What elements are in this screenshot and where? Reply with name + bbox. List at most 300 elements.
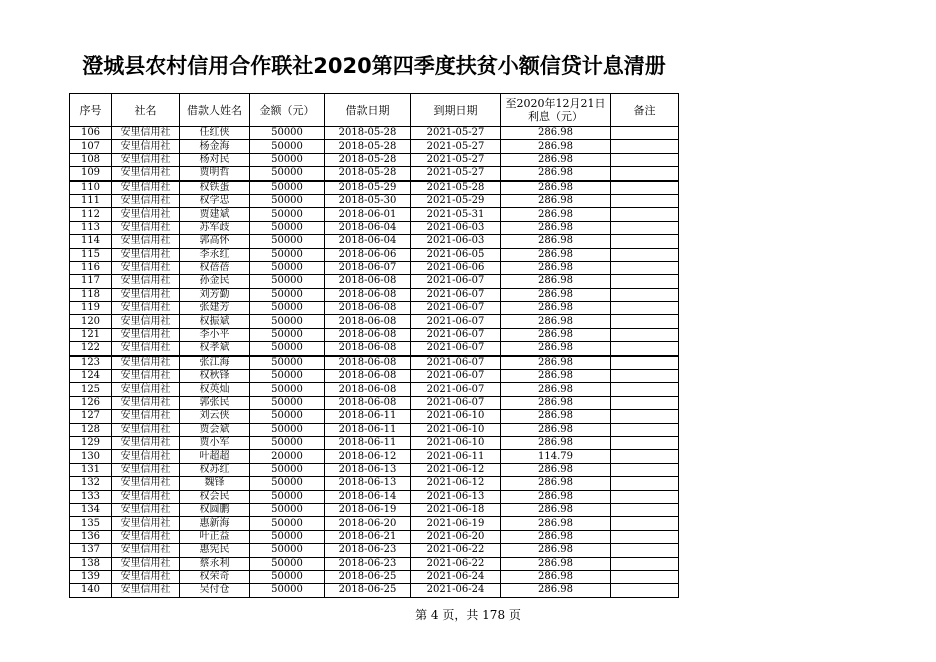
cell-loan-date: 2018-06-07 — [325, 261, 411, 274]
cell-amount: 50000 — [250, 140, 325, 153]
cell-loan-date: 2018-06-19 — [325, 503, 411, 516]
cell-amount: 50000 — [250, 410, 325, 423]
cell-loan-date: 2018-05-28 — [325, 140, 411, 153]
cell-borrower: 权荣奇 — [180, 570, 250, 583]
cell-agency: 安里信用社 — [112, 436, 180, 449]
table-row — [70, 261, 679, 274]
cell-remark — [611, 342, 679, 356]
table-row — [70, 302, 679, 315]
cell-due-date: 2021-06-10 — [411, 436, 501, 449]
cell-loan-date: 2018-06-13 — [325, 463, 411, 476]
cell-amount: 50000 — [250, 503, 325, 516]
table-header-row — [70, 94, 679, 127]
cell-interest: 286.98 — [501, 328, 611, 341]
cell-interest: 286.98 — [501, 490, 611, 503]
cell-seq: 131 — [70, 463, 112, 476]
table-row — [70, 315, 679, 328]
cell-remark — [611, 275, 679, 288]
cell-interest: 286.98 — [501, 503, 611, 516]
cell-amount: 50000 — [250, 356, 325, 370]
cell-interest: 286.98 — [501, 477, 611, 490]
table-row — [70, 356, 679, 370]
cell-agency: 安里信用社 — [112, 153, 180, 166]
cell-loan-date: 2018-06-11 — [325, 436, 411, 449]
cell-interest: 286.98 — [501, 140, 611, 153]
cell-loan-date: 2018-05-28 — [325, 127, 411, 140]
table-row — [70, 396, 679, 409]
table-row — [70, 450, 679, 463]
cell-remark — [611, 208, 679, 221]
cell-interest: 286.98 — [501, 248, 611, 261]
cell-agency: 安里信用社 — [112, 423, 180, 436]
cell-remark — [611, 436, 679, 449]
cell-remark — [611, 235, 679, 248]
cell-due-date: 2021-06-07 — [411, 342, 501, 356]
cell-seq: 139 — [70, 570, 112, 583]
cell-due-date: 2021-06-18 — [411, 503, 501, 516]
cell-borrower: 权学忠 — [180, 194, 250, 207]
table-row — [70, 436, 679, 449]
cell-borrower: 杨金海 — [180, 140, 250, 153]
cell-agency: 安里信用社 — [112, 477, 180, 490]
cell-loan-date: 2018-05-28 — [325, 167, 411, 181]
header-loan-date: 借款日期 — [325, 94, 411, 127]
table-row — [70, 517, 679, 530]
cell-seq: 116 — [70, 261, 112, 274]
cell-seq: 120 — [70, 315, 112, 328]
cell-agency: 安里信用社 — [112, 342, 180, 356]
cell-loan-date: 2018-06-08 — [325, 342, 411, 356]
cell-amount: 50000 — [250, 127, 325, 140]
cell-agency: 安里信用社 — [112, 530, 180, 543]
cell-seq: 138 — [70, 557, 112, 570]
cell-agency: 安里信用社 — [112, 127, 180, 140]
cell-agency: 安里信用社 — [112, 302, 180, 315]
cell-borrower: 叶超超 — [180, 450, 250, 463]
cell-amount: 50000 — [250, 383, 325, 396]
header-interest: 至2020年12月21日利息（元） — [501, 94, 611, 127]
cell-seq: 132 — [70, 477, 112, 490]
cell-remark — [611, 221, 679, 234]
cell-due-date: 2021-06-05 — [411, 248, 501, 261]
cell-loan-date: 2018-06-08 — [325, 315, 411, 328]
cell-seq: 122 — [70, 342, 112, 356]
cell-borrower: 权圆鹏 — [180, 503, 250, 516]
cell-remark — [611, 328, 679, 341]
document-title: 澄城县农村信用合作联社2020第四季度扶贫小额信贷计息清册 — [82, 54, 666, 78]
cell-seq: 137 — [70, 544, 112, 557]
cell-agency: 安里信用社 — [112, 517, 180, 530]
cell-loan-date: 2018-05-29 — [325, 181, 411, 195]
cell-remark — [611, 370, 679, 383]
cell-amount: 20000 — [250, 450, 325, 463]
cell-borrower: 刘云侠 — [180, 410, 250, 423]
header-borrower: 借款人姓名 — [180, 94, 250, 127]
cell-remark — [611, 127, 679, 140]
cell-seq: 130 — [70, 450, 112, 463]
cell-amount: 50000 — [250, 490, 325, 503]
cell-agency: 安里信用社 — [112, 315, 180, 328]
cell-amount: 50000 — [250, 584, 325, 597]
header-seq: 序号 — [70, 94, 112, 127]
cell-remark — [611, 356, 679, 370]
cell-seq: 135 — [70, 517, 112, 530]
cell-loan-date: 2018-06-21 — [325, 530, 411, 543]
cell-due-date: 2021-06-07 — [411, 396, 501, 409]
table-row — [70, 383, 679, 396]
cell-seq: 110 — [70, 181, 112, 195]
cell-seq: 119 — [70, 302, 112, 315]
cell-agency: 安里信用社 — [112, 544, 180, 557]
cell-remark — [611, 383, 679, 396]
cell-amount: 50000 — [250, 302, 325, 315]
cell-amount: 50000 — [250, 167, 325, 181]
cell-borrower: 刘芳勤 — [180, 288, 250, 301]
cell-loan-date: 2018-06-08 — [325, 396, 411, 409]
table-row — [70, 127, 679, 140]
cell-due-date: 2021-06-07 — [411, 370, 501, 383]
cell-interest: 286.98 — [501, 167, 611, 181]
header-remark: 备注 — [611, 94, 679, 127]
cell-loan-date: 2018-06-20 — [325, 517, 411, 530]
cell-amount: 50000 — [250, 315, 325, 328]
cell-borrower: 权孝斌 — [180, 342, 250, 356]
cell-borrower: 张江海 — [180, 356, 250, 370]
table-row — [70, 557, 679, 570]
cell-due-date: 2021-06-19 — [411, 517, 501, 530]
cell-borrower: 贾明哲 — [180, 167, 250, 181]
cell-borrower: 权蓓蓓 — [180, 261, 250, 274]
cell-due-date: 2021-06-13 — [411, 490, 501, 503]
cell-remark — [611, 153, 679, 166]
cell-due-date: 2021-05-29 — [411, 194, 501, 207]
cell-agency: 安里信用社 — [112, 140, 180, 153]
table-row — [70, 530, 679, 543]
cell-seq: 134 — [70, 503, 112, 516]
cell-due-date: 2021-05-27 — [411, 140, 501, 153]
cell-interest: 286.98 — [501, 370, 611, 383]
table-row — [70, 503, 679, 516]
cell-interest: 286.98 — [501, 356, 611, 370]
cell-interest: 286.98 — [501, 544, 611, 557]
cell-agency: 安里信用社 — [112, 288, 180, 301]
cell-amount: 50000 — [250, 530, 325, 543]
cell-due-date: 2021-06-24 — [411, 570, 501, 583]
cell-remark — [611, 261, 679, 274]
cell-agency: 安里信用社 — [112, 194, 180, 207]
cell-interest: 286.98 — [501, 517, 611, 530]
cell-remark — [611, 194, 679, 207]
cell-due-date: 2021-06-20 — [411, 530, 501, 543]
table-row — [70, 221, 679, 234]
page-footer: 第 4 页，共 178 页 — [415, 608, 521, 622]
cell-remark — [611, 167, 679, 181]
table-row — [70, 235, 679, 248]
cell-loan-date: 2018-06-14 — [325, 490, 411, 503]
cell-agency: 安里信用社 — [112, 396, 180, 409]
cell-interest: 286.98 — [501, 530, 611, 543]
cell-borrower: 权铁蛋 — [180, 181, 250, 195]
cell-agency: 安里信用社 — [112, 328, 180, 341]
cell-seq: 123 — [70, 356, 112, 370]
cell-due-date: 2021-05-28 — [411, 181, 501, 195]
cell-interest: 286.98 — [501, 181, 611, 195]
cell-due-date: 2021-06-10 — [411, 410, 501, 423]
cell-borrower: 权秋锋 — [180, 370, 250, 383]
table-row — [70, 342, 679, 356]
cell-due-date: 2021-06-07 — [411, 315, 501, 328]
cell-loan-date: 2018-06-23 — [325, 544, 411, 557]
table-row — [70, 194, 679, 207]
cell-interest: 114.79 — [501, 450, 611, 463]
cell-interest: 286.98 — [501, 342, 611, 356]
cell-agency: 安里信用社 — [112, 584, 180, 597]
cell-due-date: 2021-05-27 — [411, 153, 501, 166]
cell-seq: 109 — [70, 167, 112, 181]
cell-due-date: 2021-06-11 — [411, 450, 501, 463]
cell-seq: 118 — [70, 288, 112, 301]
cell-borrower: 惠宪民 — [180, 544, 250, 557]
cell-borrower: 苏军歧 — [180, 221, 250, 234]
cell-amount: 50000 — [250, 194, 325, 207]
cell-due-date: 2021-06-12 — [411, 477, 501, 490]
table-row — [70, 167, 679, 181]
cell-amount: 50000 — [250, 517, 325, 530]
cell-interest: 286.98 — [501, 584, 611, 597]
cell-agency: 安里信用社 — [112, 235, 180, 248]
cell-seq: 111 — [70, 194, 112, 207]
cell-seq: 121 — [70, 328, 112, 341]
cell-seq: 136 — [70, 530, 112, 543]
cell-borrower: 权会民 — [180, 490, 250, 503]
cell-loan-date: 2018-06-08 — [325, 288, 411, 301]
cell-loan-date: 2018-06-06 — [325, 248, 411, 261]
cell-interest: 286.98 — [501, 436, 611, 449]
cell-borrower: 杨对民 — [180, 153, 250, 166]
cell-loan-date: 2018-06-13 — [325, 477, 411, 490]
cell-remark — [611, 410, 679, 423]
table-row — [70, 288, 679, 301]
cell-remark — [611, 288, 679, 301]
cell-due-date: 2021-06-10 — [411, 423, 501, 436]
cell-loan-date: 2018-06-08 — [325, 275, 411, 288]
cell-loan-date: 2018-06-04 — [325, 221, 411, 234]
cell-interest: 286.98 — [501, 383, 611, 396]
cell-agency: 安里信用社 — [112, 410, 180, 423]
table-row — [70, 275, 679, 288]
cell-amount: 50000 — [250, 557, 325, 570]
cell-loan-date: 2018-06-12 — [325, 450, 411, 463]
cell-seq: 126 — [70, 396, 112, 409]
cell-agency: 安里信用社 — [112, 167, 180, 181]
cell-remark — [611, 248, 679, 261]
cell-due-date: 2021-06-24 — [411, 584, 501, 597]
cell-interest: 286.98 — [501, 315, 611, 328]
cell-interest: 286.98 — [501, 194, 611, 207]
cell-due-date: 2021-05-27 — [411, 167, 501, 181]
cell-agency: 安里信用社 — [112, 450, 180, 463]
cell-borrower: 李永红 — [180, 248, 250, 261]
header-agency: 社名 — [112, 94, 180, 127]
cell-seq: 108 — [70, 153, 112, 166]
table-row — [70, 584, 679, 597]
table-row — [70, 153, 679, 166]
cell-loan-date: 2018-06-25 — [325, 584, 411, 597]
cell-remark — [611, 584, 679, 597]
cell-due-date: 2021-05-27 — [411, 127, 501, 140]
cell-agency: 安里信用社 — [112, 557, 180, 570]
cell-amount: 50000 — [250, 423, 325, 436]
cell-due-date: 2021-05-31 — [411, 208, 501, 221]
cell-agency: 安里信用社 — [112, 181, 180, 195]
cell-due-date: 2021-06-07 — [411, 288, 501, 301]
table-row — [70, 463, 679, 476]
table-row — [70, 208, 679, 221]
cell-due-date: 2021-06-07 — [411, 383, 501, 396]
cell-agency: 安里信用社 — [112, 503, 180, 516]
cell-borrower: 孙金民 — [180, 275, 250, 288]
cell-remark — [611, 477, 679, 490]
cell-seq: 112 — [70, 208, 112, 221]
cell-interest: 286.98 — [501, 275, 611, 288]
cell-seq: 133 — [70, 490, 112, 503]
cell-amount: 50000 — [250, 436, 325, 449]
table-row — [70, 477, 679, 490]
table-row — [70, 490, 679, 503]
cell-interest: 286.98 — [501, 235, 611, 248]
cell-remark — [611, 140, 679, 153]
cell-interest: 286.98 — [501, 570, 611, 583]
cell-agency: 安里信用社 — [112, 490, 180, 503]
cell-loan-date: 2018-06-08 — [325, 383, 411, 396]
cell-due-date: 2021-06-07 — [411, 275, 501, 288]
cell-remark — [611, 450, 679, 463]
cell-borrower: 蔡永利 — [180, 557, 250, 570]
cell-borrower: 张建芳 — [180, 302, 250, 315]
cell-agency: 安里信用社 — [112, 275, 180, 288]
cell-seq: 107 — [70, 140, 112, 153]
cell-interest: 286.98 — [501, 557, 611, 570]
cell-loan-date: 2018-06-11 — [325, 410, 411, 423]
cell-amount: 50000 — [250, 342, 325, 356]
cell-remark — [611, 544, 679, 557]
cell-borrower: 李小平 — [180, 328, 250, 341]
cell-amount: 50000 — [250, 477, 325, 490]
cell-loan-date: 2018-06-04 — [325, 235, 411, 248]
cell-agency: 安里信用社 — [112, 248, 180, 261]
table-row — [70, 140, 679, 153]
cell-due-date: 2021-06-22 — [411, 557, 501, 570]
cell-amount: 50000 — [250, 181, 325, 195]
cell-loan-date: 2018-06-08 — [325, 370, 411, 383]
cell-interest: 286.98 — [501, 463, 611, 476]
table-row — [70, 544, 679, 557]
cell-amount: 50000 — [250, 328, 325, 341]
cell-remark — [611, 557, 679, 570]
cell-loan-date: 2018-06-08 — [325, 356, 411, 370]
cell-remark — [611, 396, 679, 409]
cell-amount: 50000 — [250, 463, 325, 476]
cell-due-date: 2021-06-07 — [411, 302, 501, 315]
cell-loan-date: 2018-06-01 — [325, 208, 411, 221]
cell-seq: 128 — [70, 423, 112, 436]
cell-agency: 安里信用社 — [112, 356, 180, 370]
cell-loan-date: 2018-06-23 — [325, 557, 411, 570]
cell-borrower: 贾建斌 — [180, 208, 250, 221]
cell-amount: 50000 — [250, 248, 325, 261]
cell-interest: 286.98 — [501, 153, 611, 166]
cell-agency: 安里信用社 — [112, 370, 180, 383]
cell-agency: 安里信用社 — [112, 221, 180, 234]
cell-remark — [611, 423, 679, 436]
cell-amount: 50000 — [250, 288, 325, 301]
cell-seq: 129 — [70, 436, 112, 449]
cell-borrower: 权英灿 — [180, 383, 250, 396]
cell-remark — [611, 302, 679, 315]
cell-interest: 286.98 — [501, 208, 611, 221]
cell-borrower: 吴付仓 — [180, 584, 250, 597]
cell-interest: 286.98 — [501, 410, 611, 423]
table-row — [70, 410, 679, 423]
cell-due-date: 2021-06-03 — [411, 221, 501, 234]
cell-amount: 50000 — [250, 235, 325, 248]
cell-interest: 286.98 — [501, 127, 611, 140]
cell-remark — [611, 503, 679, 516]
cell-loan-date: 2018-05-30 — [325, 194, 411, 207]
cell-remark — [611, 181, 679, 195]
cell-amount: 50000 — [250, 221, 325, 234]
cell-interest: 286.98 — [501, 302, 611, 315]
header-due-date: 到期日期 — [411, 94, 501, 127]
cell-seq: 117 — [70, 275, 112, 288]
cell-seq: 113 — [70, 221, 112, 234]
cell-remark — [611, 517, 679, 530]
cell-borrower: 贾会斌 — [180, 423, 250, 436]
table-row — [70, 248, 679, 261]
cell-remark — [611, 315, 679, 328]
cell-loan-date: 2018-06-25 — [325, 570, 411, 583]
cell-loan-date: 2018-06-08 — [325, 328, 411, 341]
cell-borrower: 叶正益 — [180, 530, 250, 543]
table-row — [70, 370, 679, 383]
table-row — [70, 181, 679, 195]
cell-interest: 286.98 — [501, 261, 611, 274]
cell-loan-date: 2018-06-08 — [325, 302, 411, 315]
cell-due-date: 2021-06-22 — [411, 544, 501, 557]
cell-borrower: 贾小军 — [180, 436, 250, 449]
cell-seq: 124 — [70, 370, 112, 383]
cell-amount: 50000 — [250, 570, 325, 583]
cell-amount: 50000 — [250, 544, 325, 557]
cell-agency: 安里信用社 — [112, 463, 180, 476]
cell-loan-date: 2018-05-28 — [325, 153, 411, 166]
cell-borrower: 郭高怀 — [180, 235, 250, 248]
cell-interest: 286.98 — [501, 288, 611, 301]
cell-borrower: 权振斌 — [180, 315, 250, 328]
cell-borrower: 魏锋 — [180, 477, 250, 490]
cell-loan-date: 2018-06-11 — [325, 423, 411, 436]
table-row — [70, 423, 679, 436]
cell-seq: 106 — [70, 127, 112, 140]
loan-interest-table — [69, 93, 679, 598]
table-row — [70, 570, 679, 583]
cell-borrower: 郭张民 — [180, 396, 250, 409]
cell-borrower: 惠新海 — [180, 517, 250, 530]
cell-remark — [611, 463, 679, 476]
cell-agency: 安里信用社 — [112, 208, 180, 221]
cell-due-date: 2021-06-03 — [411, 235, 501, 248]
cell-remark — [611, 490, 679, 503]
